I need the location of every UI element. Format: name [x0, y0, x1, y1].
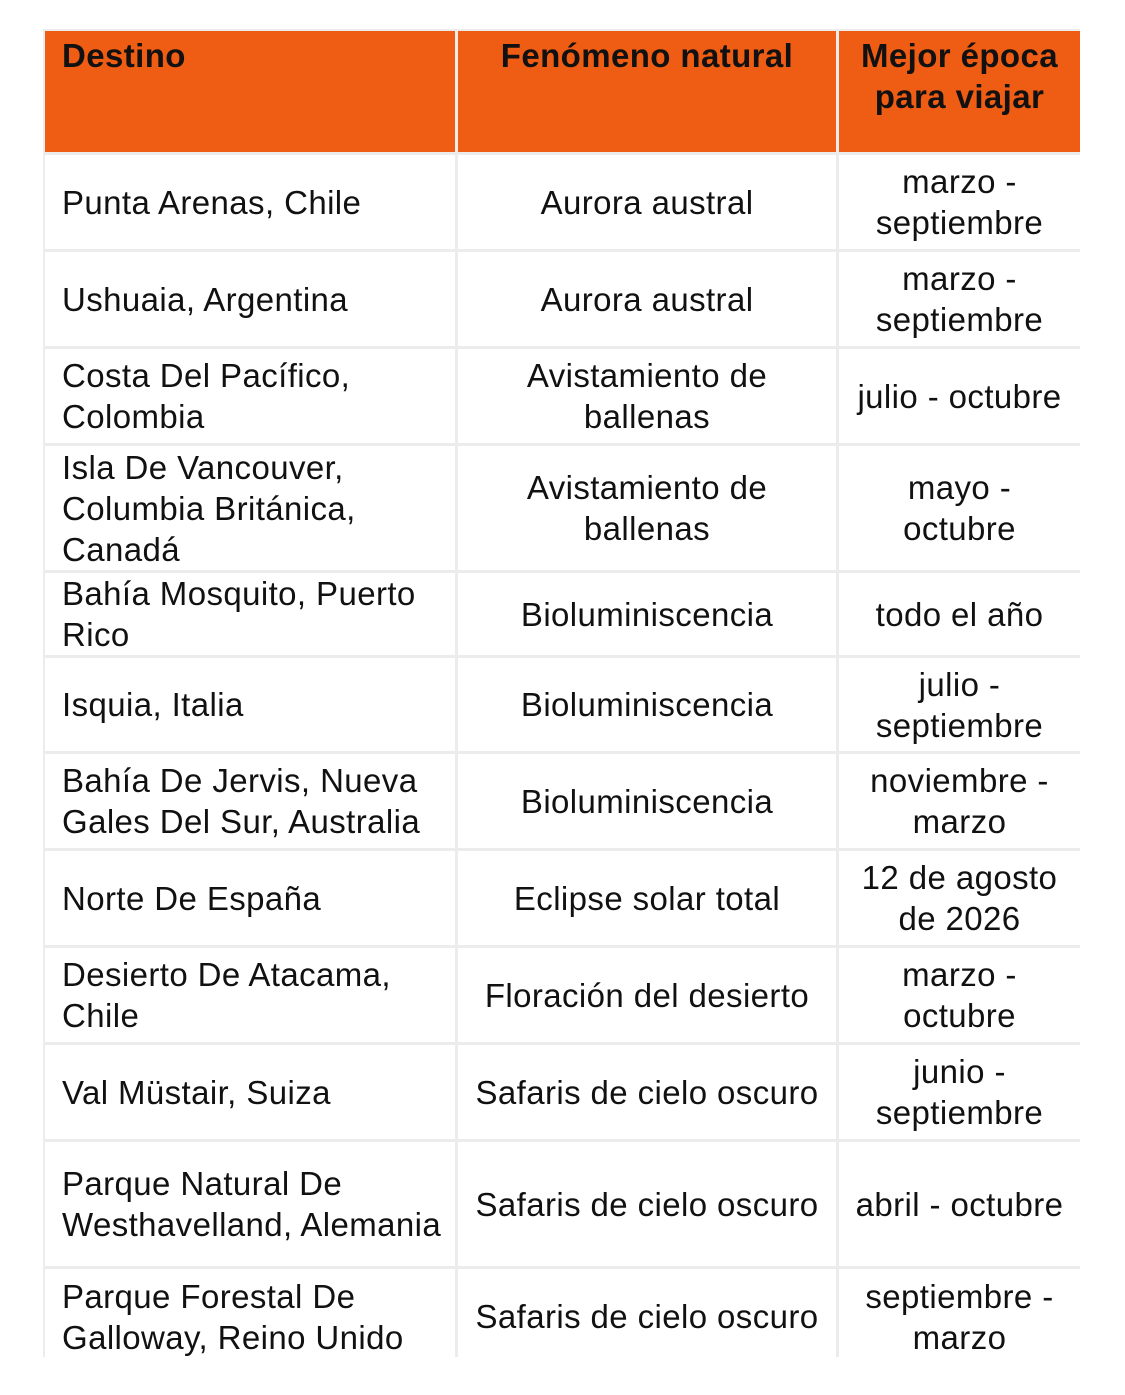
cell-epoca: [839, 446, 1080, 570]
cell-text: Eclipse solar total: [513, 879, 781, 917]
cell-text: todo el año: [875, 595, 1044, 633]
cell-text: Val Müstair, Suiza: [62, 1073, 331, 1111]
cell-fenomeno: [458, 754, 836, 848]
cell-destino: [45, 252, 455, 346]
cell-epoca: [839, 252, 1080, 346]
destinations-table: [43, 29, 1080, 1357]
cell-text: mayo - octubre: [903, 469, 1016, 547]
cell-destino: [45, 754, 455, 848]
cell-text: 12 de agosto de 2026: [861, 859, 1058, 937]
cell-epoca: [839, 754, 1080, 848]
cell-epoca: [839, 658, 1080, 751]
cell-epoca: [839, 1142, 1080, 1266]
cell-epoca: [839, 573, 1080, 655]
cell-fenomeno: [458, 1142, 836, 1266]
cell-fenomeno: [458, 658, 836, 751]
cell-destino: [45, 1142, 455, 1266]
cell-text: Floración del desierto: [484, 976, 810, 1014]
cell-text: Safaris de cielo oscuro: [475, 1073, 819, 1111]
table-grid: [45, 31, 1078, 1355]
cell-text: Punta Arenas, Chile: [62, 183, 362, 221]
cell-destino: [45, 1269, 455, 1364]
cell-text: Aurora austral: [540, 280, 754, 318]
cell-destino: [45, 851, 455, 945]
cell-epoca: [839, 155, 1080, 249]
column-header-label: Fenómeno natural: [500, 37, 794, 74]
cell-destino: [45, 573, 455, 655]
cell-fenomeno: [458, 948, 836, 1042]
cell-epoca: [839, 1269, 1080, 1364]
column-header-label: Destino: [62, 37, 186, 74]
cell-text: Bioluminiscencia: [520, 595, 774, 633]
cell-epoca: [839, 349, 1080, 443]
cell-destino: [45, 349, 455, 443]
cell-text: Parque Natural De Westhavelland, Alemania: [62, 1165, 442, 1243]
cell-text: Safaris de cielo oscuro: [475, 1298, 819, 1335]
cell-fenomeno: [458, 1045, 836, 1139]
column-header-epoca: [839, 31, 1080, 152]
cell-fenomeno: [458, 1269, 836, 1364]
cell-text: Bioluminiscencia: [520, 686, 774, 723]
cell-text: Parque Forestal De Galloway, Reino Unido: [62, 1277, 404, 1356]
cell-text: Isquia, Italia: [62, 686, 244, 723]
cell-text: julio - octubre: [857, 377, 1062, 415]
cell-epoca: [839, 1045, 1080, 1139]
cell-fenomeno: [458, 446, 836, 570]
cell-fenomeno: [458, 252, 836, 346]
cell-text: abril - octubre: [855, 1185, 1064, 1223]
cell-destino: [45, 446, 455, 570]
cell-fenomeno: [458, 155, 836, 249]
cell-epoca: [839, 851, 1080, 945]
cell-fenomeno: [458, 573, 836, 655]
cell-destino: [45, 948, 455, 1042]
cell-text: Avistamiento de ballenas: [526, 357, 768, 435]
cell-text: Bahía De Jervis, Nueva Gales Del Sur, Australia: [62, 762, 421, 840]
cell-text: marzo - septiembre: [875, 163, 1044, 241]
cell-destino: [45, 155, 455, 249]
cell-destino: [45, 658, 455, 751]
cell-text: marzo - octubre: [902, 956, 1017, 1034]
cell-text: noviembre - marzo: [870, 762, 1049, 840]
cell-text: Bioluminiscencia: [520, 782, 774, 820]
cell-text: julio - septiembre: [875, 665, 1044, 744]
cell-text: Aurora austral: [540, 183, 754, 221]
cell-text: Ushuaia, Argentina: [62, 280, 349, 318]
cell-text: Safaris de cielo oscuro: [475, 1185, 819, 1223]
cell-text: Isla De Vancouver, Columbia Británica, Canadá: [62, 448, 356, 568]
cell-fenomeno: [458, 851, 836, 945]
cell-text: septiembre - marzo: [865, 1277, 1054, 1356]
column-header-destino: [45, 31, 455, 152]
cell-text: junio - septiembre: [875, 1053, 1044, 1131]
cell-fenomeno: [458, 349, 836, 443]
cell-text: Norte De España: [62, 879, 322, 917]
cell-text: Costa Del Pacífico, Colombia: [62, 357, 351, 435]
column-header-fenomeno: [458, 31, 836, 152]
cell-text: Bahía Mosquito, Puerto Rico: [62, 575, 416, 653]
cell-text: marzo - septiembre: [875, 260, 1044, 338]
cell-epoca: [839, 948, 1080, 1042]
column-header-label: Mejor época para viajar: [861, 37, 1058, 115]
cell-text: Avistamiento de ballenas: [526, 469, 768, 547]
cell-destino: [45, 1045, 455, 1139]
cell-text: Desierto De Atacama, Chile: [62, 956, 391, 1034]
